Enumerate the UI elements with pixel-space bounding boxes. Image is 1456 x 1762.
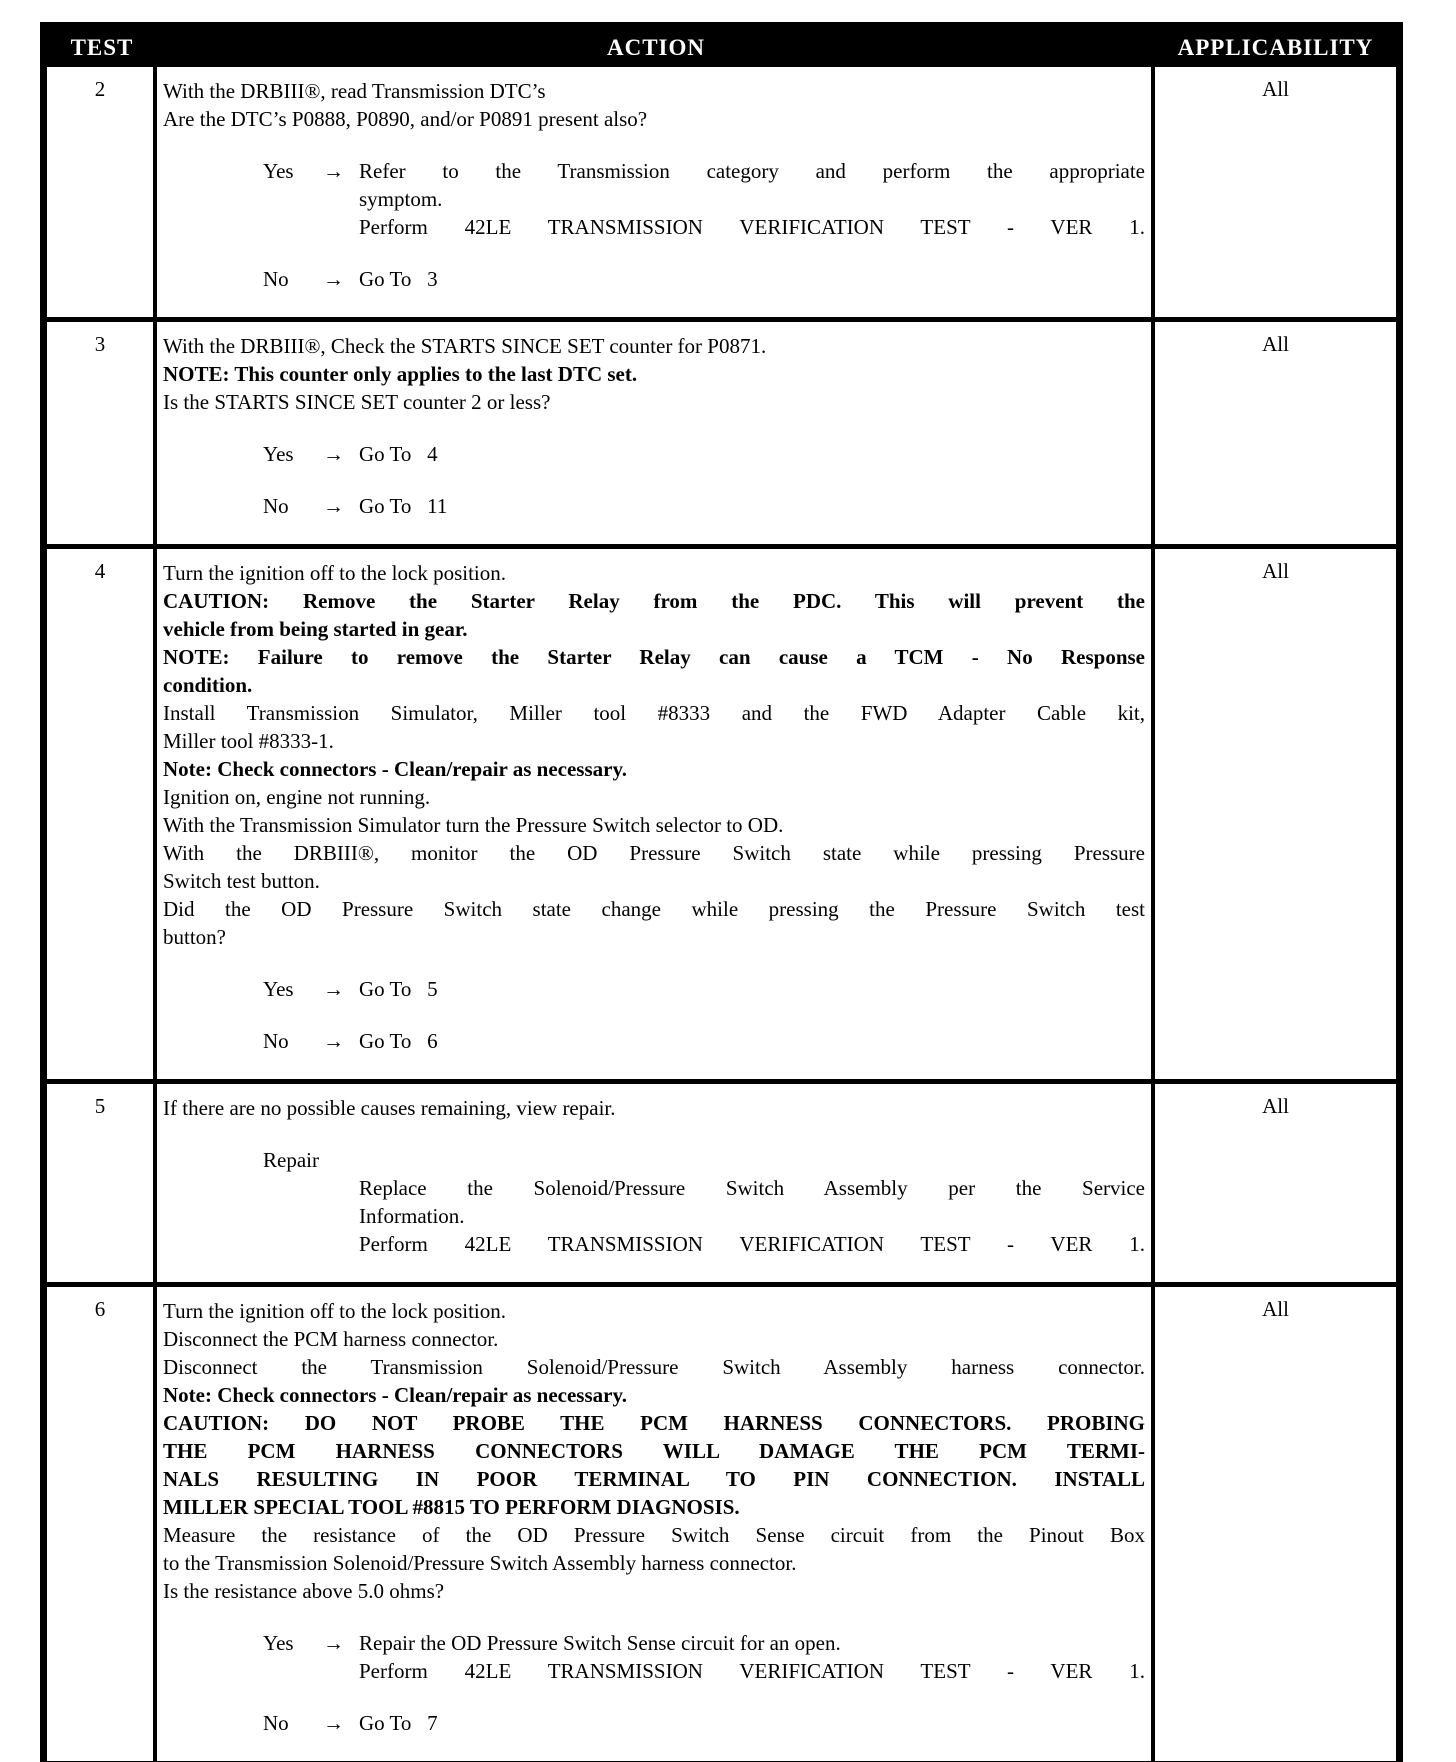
branch-label: No <box>263 267 289 291</box>
applicability-cell <box>1155 1287 1396 1761</box>
branch-result-line: Repair the OD Pressure Switch Sense circuit for an open. <box>359 1631 841 1655</box>
action-line: Disconnect the Transmission Solenoid/Pressure Switch Assembly harness connector. <box>163 1355 1145 1379</box>
branch-result-line: Perform 42LE TRANSMISSION VERIFICATION TEST - VER 1. <box>359 215 1145 239</box>
action-line: Note: Check connectors - Clean/repair as necessary. <box>163 757 628 781</box>
action-line: button? <box>163 925 226 949</box>
arrow-right-icon: → <box>323 1711 344 1735</box>
arrow-right-icon: → <box>323 494 344 518</box>
action-line: NALS RESULTING IN POOR TERMINAL TO PIN CONNECTION. INSTALL <box>163 1467 1145 1491</box>
action-line: With the DRBIII®, monitor the OD Pressure Switch state while pressing Pressure <box>163 841 1145 865</box>
action-line: With the Transmission Simulator turn the Pressure Switch selector to OD. <box>163 813 784 837</box>
arrow-right-icon: → <box>323 442 344 466</box>
test-number: 2 <box>94 77 106 101</box>
branch-result-line: Go To 4 <box>359 442 438 466</box>
action-line: Are the DTC’s P0888, P0890, and/or P0891 present also? <box>163 107 648 131</box>
applicability-value: All <box>1262 1297 1289 1321</box>
branch-label: Yes <box>263 1631 294 1655</box>
branch-results <box>359 1629 1145 1685</box>
branch-results <box>359 975 1145 1003</box>
branch-results <box>359 157 1145 241</box>
branch-result-line: Go To 11 <box>359 494 448 518</box>
test-number: 6 <box>94 1297 106 1321</box>
action-line: vehicle from being started in gear. <box>163 617 468 641</box>
branch-result-line: Go To 3 <box>359 267 438 291</box>
action-line: NOTE: This counter only applies to the last DTC set. <box>163 362 638 386</box>
test-number-cell <box>47 549 157 1079</box>
test-number: 5 <box>94 1094 106 1118</box>
test-number-cell <box>47 1084 157 1282</box>
line-spacer <box>163 241 1145 265</box>
line-spacer <box>163 416 1145 440</box>
action-line: With the DRBIII®, read Transmission DTC’s <box>163 79 546 103</box>
line-spacer <box>163 133 1145 157</box>
branch-label: No <box>263 1711 289 1735</box>
applicability-value: All <box>1262 77 1289 101</box>
action-line: CAUTION: Remove the Starter Relay from the PDC. This will prevent the <box>163 589 1145 613</box>
table-row <box>47 317 1396 544</box>
action-cell <box>157 549 1155 1079</box>
branch-results <box>359 440 1145 468</box>
branch-label: Yes <box>263 159 294 183</box>
branch-results <box>359 265 1145 293</box>
line-spacer <box>163 1605 1145 1629</box>
repair-label: Repair <box>263 1148 319 1172</box>
action-line: With the DRBIII®, Check the STARTS SINCE SET counter for P0871. <box>163 334 767 358</box>
table-header-row <box>47 29 1396 67</box>
applicability-cell <box>1155 67 1396 317</box>
action-line: Is the resistance above 5.0 ohms? <box>163 1579 445 1603</box>
action-line: THE PCM HARNESS CONNECTORS WILL DAMAGE THE PCM TERMI- <box>163 1439 1145 1463</box>
action-cell <box>157 1084 1155 1282</box>
action-cell <box>157 67 1155 317</box>
col-header-action: ACTION <box>606 35 705 60</box>
repair-result-line: Information. <box>359 1204 465 1228</box>
decision-branch-yes <box>163 975 1145 1003</box>
line-spacer <box>163 951 1145 975</box>
decision-branch-yes <box>163 157 1145 241</box>
decision-branch-no <box>163 265 1145 293</box>
test-number-cell <box>47 322 157 544</box>
applicability-cell <box>1155 1084 1396 1282</box>
action-line: Turn the ignition off to the lock position. <box>163 561 507 585</box>
applicability-value: All <box>1262 332 1289 356</box>
repair-results <box>359 1174 1145 1258</box>
action-line: MILLER SPECIAL TOOL #8815 TO PERFORM DIAGNOSIS. <box>163 1495 740 1519</box>
action-line: Measure the resistance of the OD Pressure Switch Sense circuit from the Pinout Box <box>163 1523 1145 1547</box>
action-line: Did the OD Pressure Switch state change while pressing the Pressure Switch test <box>163 897 1145 921</box>
action-line: Note: Check connectors - Clean/repair as necessary. <box>163 1383 628 1407</box>
action-line: to the Transmission Solenoid/Pressure Switch Assembly harness connector. <box>163 1551 797 1575</box>
decision-branch-yes <box>163 440 1145 468</box>
test-number: 4 <box>94 559 106 583</box>
applicability-value: All <box>1262 559 1289 583</box>
arrow-right-icon: → <box>323 267 344 291</box>
applicability-value: All <box>1262 1094 1289 1118</box>
table-row <box>47 67 1396 317</box>
action-line: Ignition on, engine not running. <box>163 785 431 809</box>
line-spacer <box>163 1003 1145 1027</box>
col-header-test: TEST <box>70 35 134 60</box>
action-cell <box>157 1287 1155 1761</box>
arrow-right-icon: → <box>323 977 344 1001</box>
decision-branch-no <box>163 1709 1145 1737</box>
decision-branch-no <box>163 1027 1145 1055</box>
action-cell <box>157 322 1155 544</box>
action-line: Turn the ignition off to the lock position. <box>163 1299 507 1323</box>
branch-result-line: symptom. <box>359 187 443 211</box>
arrow-right-icon: → <box>323 1631 344 1655</box>
decision-branch-yes <box>163 1629 1145 1685</box>
diagnostic-test-table <box>40 22 1403 1762</box>
applicability-cell <box>1155 322 1396 544</box>
action-line: Switch test button. <box>163 869 320 893</box>
action-line: condition. <box>163 673 253 697</box>
applicability-cell <box>1155 549 1396 1079</box>
branch-result-line: Refer to the Transmission category and perform the appropriate <box>359 159 1145 183</box>
arrow-right-icon: → <box>323 1029 344 1053</box>
branch-result-line: Go To 6 <box>359 1029 438 1053</box>
repair-result-line: Replace the Solenoid/Pressure Switch Assembly per the Service <box>359 1176 1145 1200</box>
action-line: CAUTION: DO NOT PROBE THE PCM HARNESS CONNECTORS. PROBING <box>163 1411 1145 1435</box>
table-row <box>47 1282 1396 1761</box>
line-spacer <box>163 1122 1145 1146</box>
action-line: Install Transmission Simulator, Miller tool #8333 and the FWD Adapter Cable kit, <box>163 701 1145 725</box>
col-header-applicability: APPLICABILITY <box>1177 35 1374 60</box>
repair-result-line: Perform 42LE TRANSMISSION VERIFICATION TEST - VER 1. <box>359 1232 1145 1256</box>
line-spacer <box>163 468 1145 492</box>
branch-results <box>359 1027 1145 1055</box>
branch-result-line: Go To 7 <box>359 1711 438 1735</box>
test-number: 3 <box>94 332 106 356</box>
table-row <box>47 1079 1396 1282</box>
action-line: NOTE: Failure to remove the Starter Relay can cause a TCM - No Response <box>163 645 1145 669</box>
line-spacer <box>163 1685 1145 1709</box>
decision-branch-no <box>163 492 1145 520</box>
branch-label: No <box>263 494 289 518</box>
branch-label: No <box>263 1029 289 1053</box>
branch-label: Yes <box>263 977 294 1001</box>
test-number-cell <box>47 67 157 317</box>
branch-label: Yes <box>263 442 294 466</box>
test-number-cell <box>47 1287 157 1761</box>
action-line: If there are no possible causes remaining, view repair. <box>163 1096 616 1120</box>
arrow-right-icon: → <box>323 159 344 183</box>
action-line: Is the STARTS SINCE SET counter 2 or less? <box>163 390 551 414</box>
branch-result-line: Go To 5 <box>359 977 438 1001</box>
branch-result-line: Perform 42LE TRANSMISSION VERIFICATION TEST - VER 1. <box>359 1659 1145 1683</box>
branch-results <box>359 492 1145 520</box>
branch-results <box>359 1709 1145 1737</box>
table-body <box>47 67 1396 1761</box>
action-line: Miller tool #8333-1. <box>163 729 334 753</box>
action-line: Disconnect the PCM harness connector. <box>163 1327 499 1351</box>
table-row <box>47 544 1396 1079</box>
